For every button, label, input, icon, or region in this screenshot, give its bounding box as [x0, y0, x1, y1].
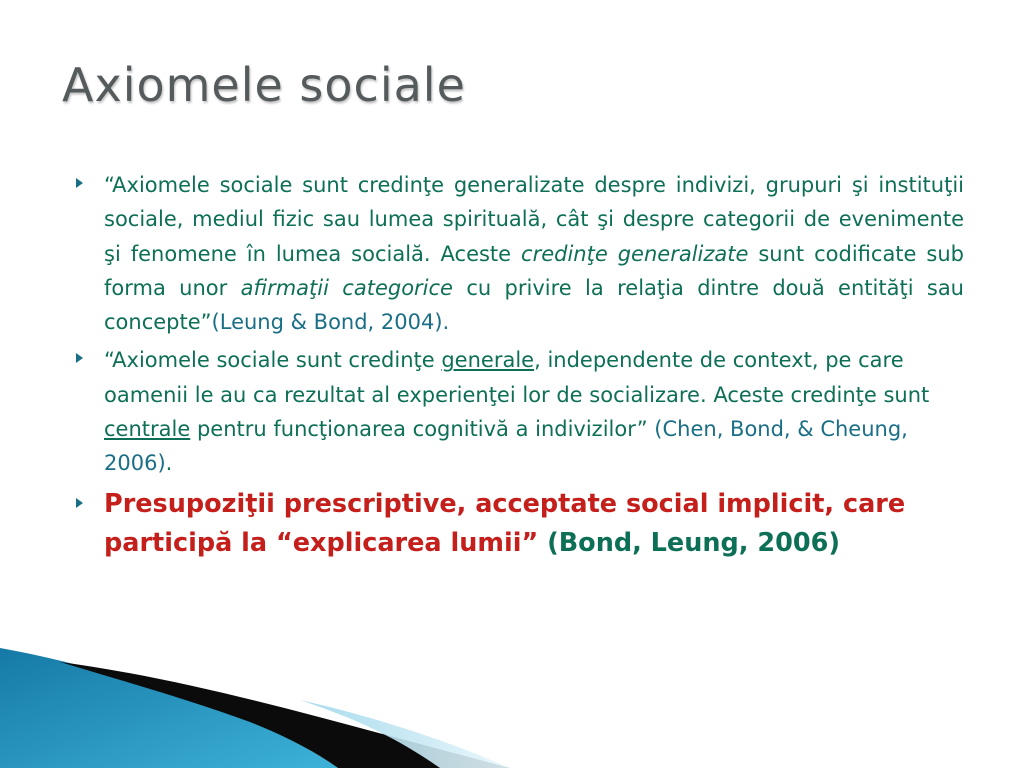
bullet-text — [104, 485, 964, 563]
slide-title: Axiomele sociale — [62, 58, 466, 112]
bullet-item-definition-leung-bond — [74, 168, 964, 339]
bullet-arrow-icon — [76, 498, 83, 508]
text-run: cu privire la relaţia dintre două entităţi sau concepte” — [104, 275, 964, 335]
bullet-item-summary — [74, 485, 964, 563]
citation: (Bond, Leung, 2006) — [547, 527, 840, 558]
citation: (Chen, Bond, & Cheung, 2006) — [104, 417, 908, 476]
bullet-arrow-icon — [76, 353, 83, 363]
emphasis-text: credinţe generalizate — [521, 241, 749, 266]
text-run: “Axiomele sociale sunt credinţe — [104, 348, 442, 373]
text-run: . — [165, 451, 173, 476]
bullet-item-definition-chen-bond-cheung — [74, 343, 964, 480]
text-run: pentru funcţionarea cognitivă a indivizilor” — [190, 417, 655, 442]
emphasis-text: afirmaţii categorice — [240, 275, 453, 300]
bullet-arrow-icon — [76, 178, 83, 188]
highlight-text: Presupoziţii prescriptive, acceptate social implicit, care participă la “explicarea lumii” — [104, 488, 906, 558]
citation: (Leung & Bond, 2004). — [211, 310, 450, 335]
text-run: sunt codificate sub forma unor — [104, 241, 964, 300]
bullet-list — [74, 168, 964, 567]
wave-blue-band — [0, 648, 338, 768]
bullet-text — [104, 168, 964, 339]
underlined-text: generale — [441, 348, 535, 373]
underlined-text: centrale — [104, 417, 191, 442]
text-run: “Axiomele sociale sunt credinţe generalizate despre indivizi, grupuri şi instituţii sociale, mediul fizic sau lumea spirituală, cât şi despre categorii de evenimente şi fenomene în lumea socială. Aceste — [104, 173, 964, 266]
text-run: , independente de context, pe care oamenii le au ca rezultat al experienţei lor de socializare. Aceste credinţe sunt — [104, 348, 930, 407]
bullet-text — [104, 343, 964, 480]
